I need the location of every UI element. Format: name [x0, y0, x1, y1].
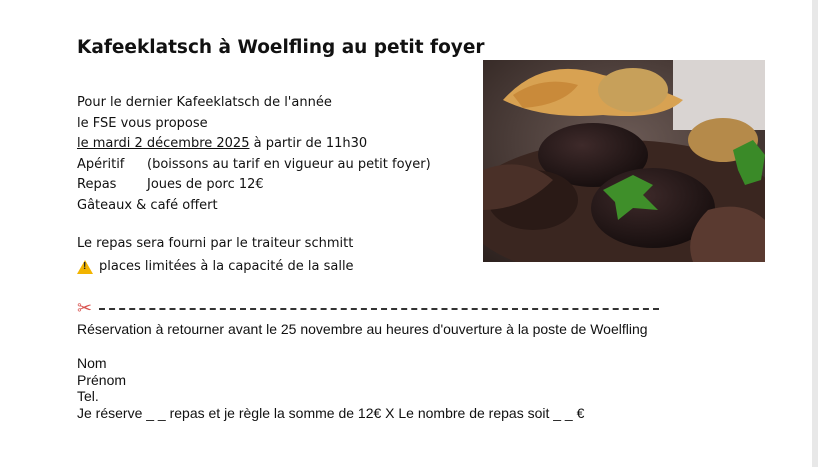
dish-photo-illustration	[483, 60, 765, 262]
repas-label: Repas	[77, 177, 117, 192]
event-details	[77, 93, 431, 216]
traiteur-note: Le repas sera fourni par le traiteur schmitt	[77, 236, 354, 251]
aperitif-value: (boissons au tarif en vigueur au petit foyer)	[147, 156, 431, 172]
date-line	[77, 134, 431, 155]
dashed-separator	[99, 308, 659, 310]
field-nom: Nom	[77, 355, 107, 371]
field-tel: Tel.	[77, 388, 99, 404]
gateaux-line: Gâteaux & café offert	[77, 197, 218, 213]
repas-value: Joues de porc 12€	[147, 177, 264, 192]
intro-line-1: Pour le dernier Kafeeklatsch de l'année	[77, 95, 332, 110]
page-edge	[812, 0, 818, 467]
intro-line-2: le FSE vous propose	[77, 115, 208, 131]
cut-line	[77, 298, 659, 319]
warning-icon	[77, 260, 93, 274]
reserve-line: Je réserve _ _ repas et je règle la somme de 12€ X Le nombre de repas soit _ _ €	[77, 405, 585, 421]
event-date: le mardi 2 décembre 2025	[77, 136, 250, 151]
scissors-icon: ✂	[77, 298, 93, 319]
dish-photo	[483, 60, 765, 262]
aperitif-line	[77, 155, 431, 176]
reservation-note: Réservation à retourner avant le 25 novembre au heures d'ouverture à la poste de Woelfling	[77, 321, 648, 337]
field-prenom: Prénom	[77, 372, 127, 388]
repas-line	[77, 175, 431, 196]
aperitif-label: Apéritif	[77, 156, 125, 172]
warning-text: places limitées à la capacité de la salle	[99, 259, 354, 274]
page-title: Kafeeklatsch à Woelfling au petit foyer	[77, 37, 485, 58]
event-time: à partir de 11h30	[249, 136, 368, 151]
warning-line	[77, 259, 354, 274]
